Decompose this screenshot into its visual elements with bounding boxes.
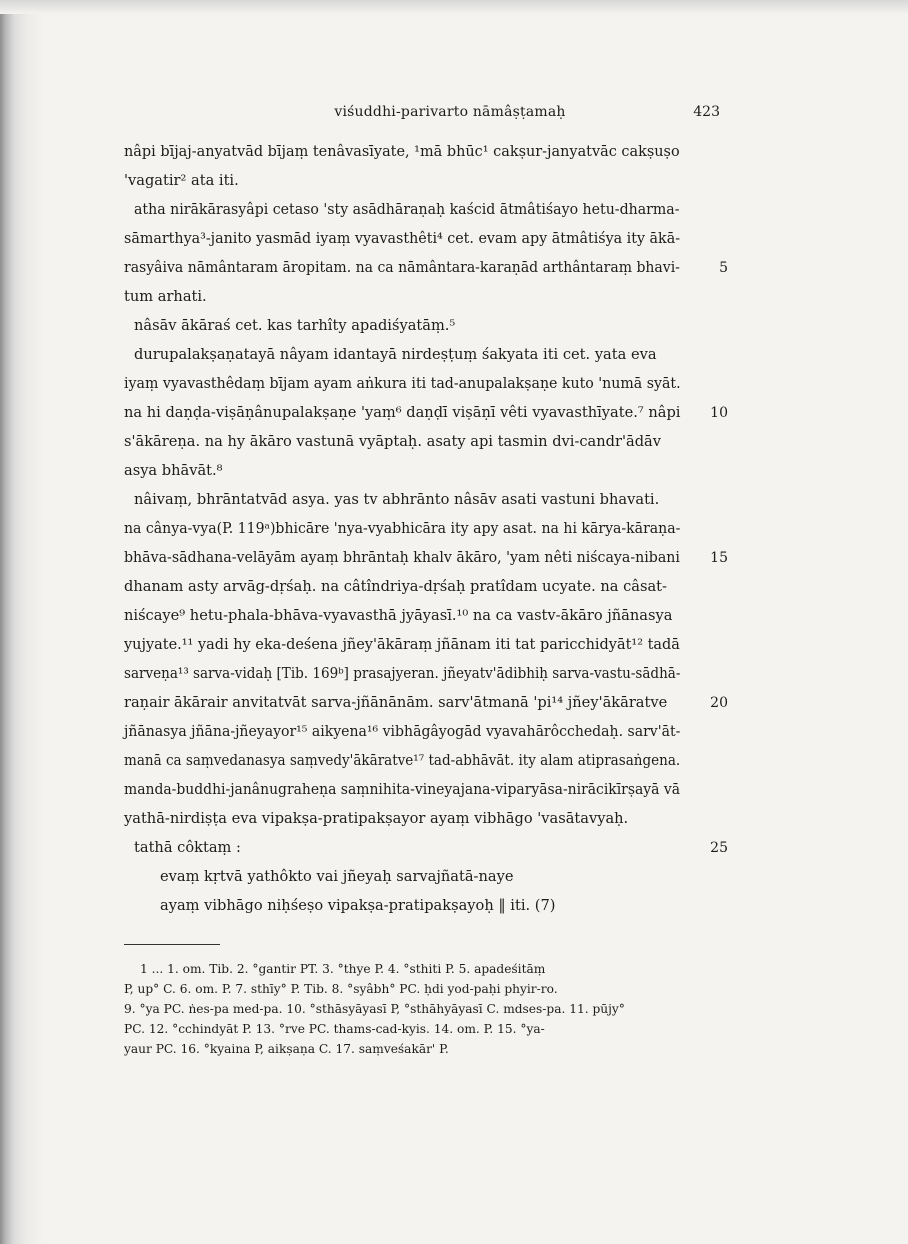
verse-line: evaṃ kṛtvā yathôkto vai jñeyaḥ sarvajñatā-naye (160, 868, 514, 885)
line-number: 10 (710, 405, 728, 421)
footnote-line: P, up° C. 6. om. P. 7. sthīy° P. Tib. 8. °syâbh° PC. ḥdi yod-paḥi phyir-ro. (124, 982, 558, 996)
text-line: yujyate.¹¹ yadi hy eka-deśena jñey'ākāraṃ jñānam iti tat paricchidyāt¹² tadā (124, 636, 680, 653)
text-line: atha nirākārasyâpi cetaso 'sty asādhāraṇaḥ kaścid ātmâtiśayo hetu-dharma- (134, 201, 680, 218)
text-line: nâsāv ākāraś cet. kas tarhîty apadiśyatāṃ.⁵ (134, 317, 456, 334)
scan-shadow-edge (0, 0, 44, 1244)
page-number: 423 (693, 104, 720, 120)
text-line: niścaye⁹ hetu-phala-bhāva-vyavasthā jyāyasī.¹⁰ na ca vastv-ākāro jñānasya (124, 607, 673, 624)
text-line: iyaṃ vyavasthêdaṃ bījam ayam aṅkura iti tad-anupalakṣaṇe kuto 'numā syāt. (124, 375, 681, 392)
text-line: tum arhati. (124, 288, 207, 305)
text-line: sarveṇa¹³ sarva-vidaḥ [Tib. 169ᵇ] prasajyeran. jñeyatv'ādibhiḥ sarva-vastu-sādhā- (124, 665, 681, 682)
line-number: 20 (710, 695, 728, 711)
scan-shadow-top (0, 0, 908, 14)
text-line: na hi daṇḍa-viṣāṇânupalakṣaṇe 'yaṃ⁶ daṇḍī viṣāṇī vêti vyavasthīyate.⁷ nâpi (124, 404, 681, 421)
running-header: viśuddhi-parivarto nāmâṣṭamaḥ (334, 104, 566, 120)
text-line: nâpi bījaj-anyatvād bījaṃ tenâvasīyate, ¹mā bhūc¹ cakṣur-janyatvāc cakṣuṣo (124, 143, 680, 160)
text-line: dhanam asty arvāg-dṛśaḥ. na câtîndriya-dṛśaḥ pratîdam ucyate. na câsat- (124, 578, 667, 595)
line-number: 25 (710, 840, 728, 856)
text-line: s'ākāreṇa. na hy ākāro vastunā vyāptaḥ. asaty api tasmin dvi-candr'ādāv (124, 433, 661, 450)
text-line: tathā côktaṃ : (134, 839, 241, 856)
text-line: asya bhāvāt.⁸ (124, 462, 223, 479)
line-number: 5 (719, 260, 728, 276)
text-line: manda-buddhi-janânugraheṇa saṃnihita-vineyajana-viparyāsa-nirācikīrṣayā vā (124, 781, 681, 798)
footnote-line: 1 ... 1. om. Tib. 2. °gantir PT. 3. °thye P. 4. °sthiti P. 5. apadeśitāṃ (140, 962, 546, 976)
text-line: jñānasya jñāna-jñeyayor¹⁵ aikyena¹⁶ vibhāgâyogād vyavahārôcchedaḥ. sarv'āt- (124, 723, 681, 740)
footnote-line: PC. 12. °cchindyāt P. 13. °rve PC. thams-cad-kyis. 14. om. P. 15. °ya- (124, 1022, 545, 1036)
text-line: rasyâiva nāmântaram āropitam. na ca nāmântara-karaṇād arthântaraṃ bhavi- (124, 259, 680, 276)
text-line: yathā-nirdiṣṭa eva vipakṣa-pratipakṣayor ayaṃ vibhāgo 'vasātavyaḥ. (124, 810, 629, 827)
text-line: nâivaṃ, bhrāntatvād asya. yas tv abhrānto nâsāv asati vastuni bhavati. (134, 491, 660, 508)
verse-line: ayaṃ vibhāgo niḥśeṣo vipakṣa-pratipakṣayoḥ ‖ iti. (7) (160, 897, 556, 914)
text-line: durupalakṣaṇatayā nâyam idantayā nirdeṣṭuṃ śakyata iti cet. yata eva (134, 346, 657, 363)
text-line: na cânya-vya(P. 119ᵃ)bhicāre 'nya-vyabhicāra ity apy asat. na hi kārya-kāraṇa- (124, 520, 681, 537)
text-line: 'vagatir² ata iti. (124, 172, 239, 189)
text-line: raṇair ākārair anvitatvāt sarva-jñānānām. sarv'ātmanā 'pi¹⁴ jñey'ākāratve (124, 694, 668, 711)
text-line: manā ca saṃvedanasya saṃvedy'ākāratve¹⁷ tad-abhāvāt. ity alam atiprasaṅgena. (124, 752, 681, 769)
footnote-line: 9. °ya PC. ṅes-pa med-pa. 10. °sthāsyāyasī P, °sthāhyāyasī C. mdses-pa. 11. pūjy° (124, 1002, 625, 1016)
line-number: 15 (710, 550, 728, 566)
footnote-line: yaur PC. 16. °kyaina P, aikṣaṇa C. 17. saṃveśakār' P. (124, 1042, 449, 1056)
text-line: sāmarthya³-janito yasmād iyaṃ vyavasthêti⁴ cet. evam apy ātmâtiśya ity ākā- (124, 230, 681, 247)
footnote-rule (124, 944, 220, 945)
text-line: bhāva-sādhana-velāyām ayaṃ bhrāntaḥ khalv ākāro, 'yam nêti niścaya-nibani (124, 549, 680, 566)
